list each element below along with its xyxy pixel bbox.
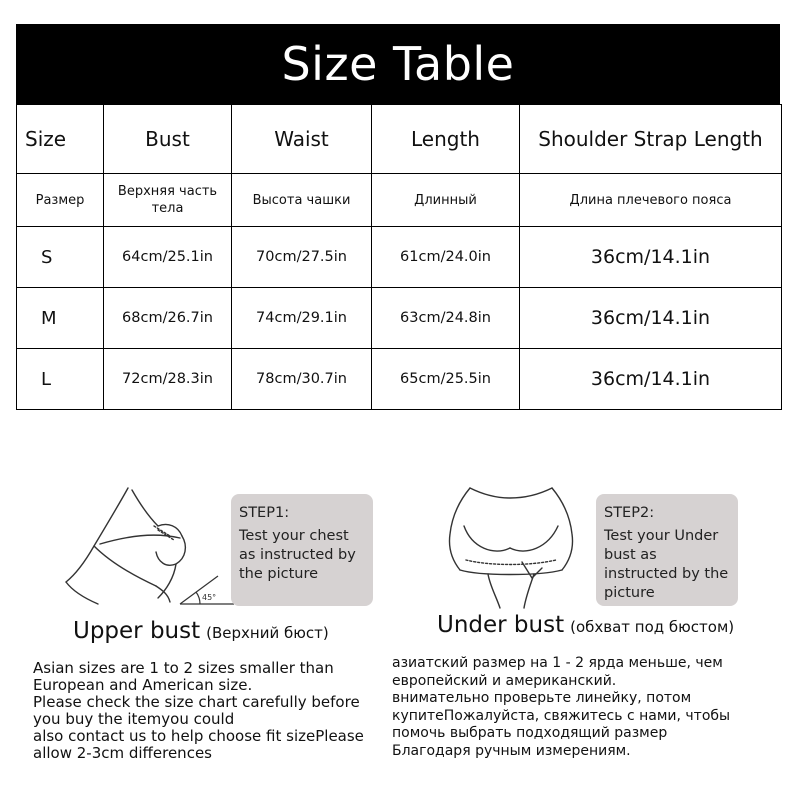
- note-line: Благодаря ручным измерениям.: [392, 742, 631, 759]
- cell-size: M: [17, 288, 104, 349]
- under-bust-caption-ru: (обхват под бюстом): [570, 618, 735, 636]
- header-length: Length: [372, 105, 520, 174]
- angle-label: 45°: [202, 593, 217, 602]
- note-line: Asian sizes are 1 to 2 sizes smaller than: [33, 659, 334, 677]
- under-bust-illustration: [430, 486, 595, 610]
- header-ru-shoulder-strap: Длина плечевого пояса: [520, 174, 782, 227]
- note-line: European and American size.: [33, 676, 253, 694]
- table-row: [17, 288, 782, 349]
- upper-bust-illustration: [58, 486, 238, 610]
- note-line: you buy the itemyou could: [33, 710, 235, 728]
- cell-bust: 64cm/25.1in: [104, 227, 232, 288]
- header-ru-length: Длинный: [372, 174, 520, 227]
- note-line: европейский и американский.: [392, 672, 617, 689]
- header-size: Size: [17, 105, 104, 174]
- upper-bust-caption: [73, 618, 329, 644]
- header-ru-bust-text: Верхняя часть тела: [117, 184, 218, 216]
- step2-title: STEP2:: [604, 505, 655, 521]
- upper-bust-caption-ru: (Верхний бюст): [206, 624, 329, 642]
- table-header-ru-row: [17, 174, 782, 227]
- cell-strap: 36cm/14.1in: [520, 349, 782, 410]
- cell-strap: 36cm/14.1in: [520, 227, 782, 288]
- step2-text: Test your Under bust as instructed by the picture: [604, 528, 729, 601]
- notes-english: [33, 660, 383, 762]
- upper-bust-caption-en: Upper bust: [73, 618, 201, 644]
- note-line: купитеПожалуйста, свяжитесь с нами, чтобы: [392, 707, 731, 724]
- under-bust-caption-en: Under bust: [437, 612, 565, 638]
- page-title: Size Table: [16, 24, 780, 104]
- cell-length: 65cm/25.5in: [372, 349, 520, 410]
- under-bust-caption: [437, 612, 734, 638]
- note-line: помочь выбрать подходящий размер: [392, 725, 668, 741]
- header-shoulder-strap: Shoulder Strap Length: [520, 105, 782, 174]
- cell-bust: 72cm/28.3in: [104, 349, 232, 410]
- cell-waist: 70cm/27.5in: [232, 227, 372, 288]
- notes-russian: [392, 655, 782, 760]
- note-line: Please check the size chart carefully before: [33, 693, 360, 711]
- cell-strap: 36cm/14.1in: [520, 288, 782, 349]
- note-line: allow 2-3cm differences: [33, 744, 212, 762]
- cell-waist: 78cm/30.7in: [232, 349, 372, 410]
- note-line: азиатский размер на 1 - 2 ярда меньше, чем: [392, 655, 723, 671]
- step1-title: STEP1:: [239, 505, 290, 521]
- step1-box: [231, 494, 373, 606]
- cell-bust: 68cm/26.7in: [104, 288, 232, 349]
- header-ru-waist: Высота чашки: [232, 174, 372, 227]
- note-line: внимательно проверьте линейку, потом: [392, 690, 692, 706]
- header-waist: Waist: [232, 105, 372, 174]
- step2-box: [596, 494, 738, 606]
- header-ru-bust: [104, 174, 232, 227]
- table-row: [17, 349, 782, 410]
- table-row: [17, 227, 782, 288]
- table-header-row: [17, 105, 782, 174]
- note-line: also contact us to help choose fit sizePlease: [33, 727, 364, 745]
- cell-length: 61cm/24.0in: [372, 227, 520, 288]
- header-bust: Bust: [104, 105, 232, 174]
- size-table: [16, 104, 782, 410]
- cell-length: 63cm/24.8in: [372, 288, 520, 349]
- header-ru-size: Размер: [17, 174, 104, 227]
- cell-size: S: [17, 227, 104, 288]
- step1-text: Test your chest as instructed by the picture: [239, 528, 356, 582]
- cell-size: L: [17, 349, 104, 410]
- cell-waist: 74cm/29.1in: [232, 288, 372, 349]
